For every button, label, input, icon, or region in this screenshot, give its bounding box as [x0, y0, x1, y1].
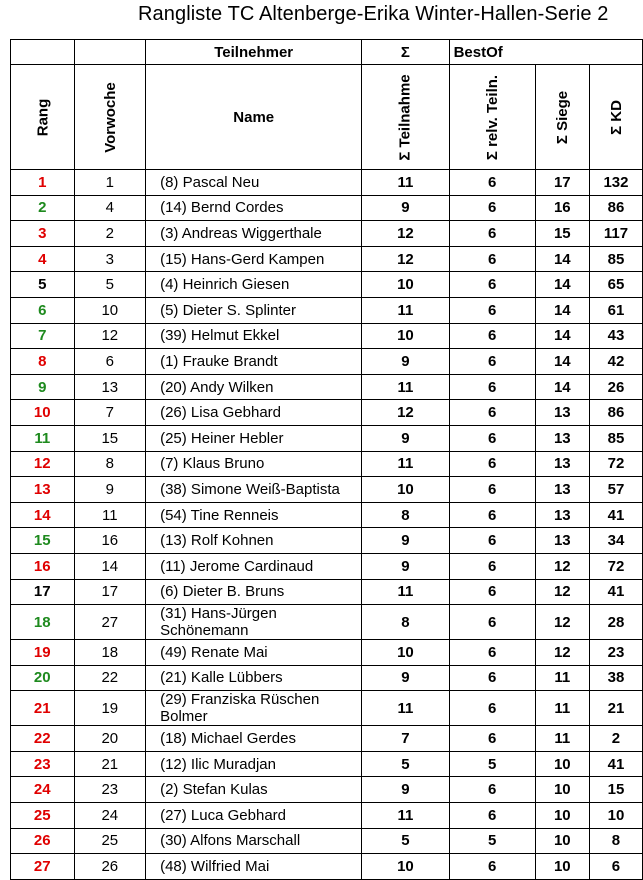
vorwoche-cell: 4	[74, 195, 146, 221]
teilnahme-cell: 11	[362, 451, 449, 477]
siege-cell: 11	[535, 665, 589, 691]
name-cell: (25) Heiner Hebler	[146, 425, 362, 451]
header-siege-label: Σ Siege	[553, 90, 571, 144]
teilnahme-cell: 10	[362, 854, 449, 880]
teilnahme-cell: 9	[362, 195, 449, 221]
kd-cell: 132	[589, 170, 642, 196]
vorwoche-cell: 1	[74, 170, 146, 196]
relv-cell: 6	[449, 297, 535, 323]
rang-cell: 15	[11, 528, 75, 554]
relv-cell: 6	[449, 502, 535, 528]
table-row	[11, 751, 643, 777]
table-row	[11, 451, 643, 477]
teilnahme-cell: 12	[362, 221, 449, 247]
header-rang	[11, 65, 75, 170]
rang-cell: 24	[11, 777, 75, 803]
siege-cell: 13	[535, 400, 589, 426]
table-row	[11, 828, 643, 854]
table-row	[11, 221, 643, 247]
name-cell: (29) Franziska Rüschen Bolmer	[146, 691, 362, 726]
teilnahme-cell: 9	[362, 349, 449, 375]
siege-cell: 12	[535, 640, 589, 666]
kd-cell: 72	[589, 451, 642, 477]
vorwoche-cell: 14	[74, 553, 146, 579]
rang-cell: 8	[11, 349, 75, 375]
page-title: Rangliste TC Altenberge-Erika Winter-Hallen-Serie 2	[138, 3, 609, 25]
kd-cell: 23	[589, 640, 642, 666]
siege-cell: 12	[535, 605, 589, 640]
rang-cell: 19	[11, 640, 75, 666]
vorwoche-cell: 2	[74, 221, 146, 247]
name-cell: (12) Ilic Muradjan	[146, 751, 362, 777]
relv-cell: 6	[449, 221, 535, 247]
siege-cell: 10	[535, 803, 589, 829]
vorwoche-cell: 20	[74, 726, 146, 752]
table-row	[11, 323, 643, 349]
vorwoche-cell: 5	[74, 272, 146, 298]
teilnahme-cell: 8	[362, 502, 449, 528]
table-row	[11, 726, 643, 752]
vorwoche-cell: 21	[74, 751, 146, 777]
siege-cell: 13	[535, 451, 589, 477]
kd-cell: 10	[589, 803, 642, 829]
siege-cell: 10	[535, 777, 589, 803]
name-cell: (3) Andreas Wiggerthale	[146, 221, 362, 247]
name-cell: (15) Hans-Gerd Kampen	[146, 246, 362, 272]
name-cell: (26) Lisa Gebhard	[146, 400, 362, 426]
siege-cell: 16	[535, 195, 589, 221]
rang-cell: 10	[11, 400, 75, 426]
rang-cell: 12	[11, 451, 75, 477]
teilnahme-cell: 7	[362, 726, 449, 752]
table-row	[11, 425, 643, 451]
vorwoche-cell: 13	[74, 374, 146, 400]
rang-cell: 1	[11, 170, 75, 196]
name-cell: (49) Renate Mai	[146, 640, 362, 666]
table-row	[11, 246, 643, 272]
teilnahme-cell: 11	[362, 297, 449, 323]
kd-cell: 117	[589, 221, 642, 247]
vorwoche-cell: 27	[74, 605, 146, 640]
name-cell: (18) Michael Gerdes	[146, 726, 362, 752]
relv-cell: 6	[449, 579, 535, 605]
siege-cell: 10	[535, 828, 589, 854]
kd-cell: 43	[589, 323, 642, 349]
rang-cell: 14	[11, 502, 75, 528]
vorwoche-cell: 22	[74, 665, 146, 691]
kd-cell: 21	[589, 691, 642, 726]
kd-cell: 41	[589, 751, 642, 777]
rang-cell: 4	[11, 246, 75, 272]
siege-cell: 14	[535, 272, 589, 298]
teilnahme-cell: 12	[362, 246, 449, 272]
rang-cell: 6	[11, 297, 75, 323]
kd-cell: 15	[589, 777, 642, 803]
relv-cell: 6	[449, 323, 535, 349]
rang-cell: 13	[11, 477, 75, 503]
vorwoche-cell: 7	[74, 400, 146, 426]
relv-cell: 5	[449, 751, 535, 777]
table-row	[11, 665, 643, 691]
teilnahme-cell: 10	[362, 640, 449, 666]
teilnahme-cell: 5	[362, 751, 449, 777]
teilnahme-cell: 9	[362, 777, 449, 803]
kd-cell: 65	[589, 272, 642, 298]
vorwoche-cell: 9	[74, 477, 146, 503]
name-cell: (30) Alfons Marschall	[146, 828, 362, 854]
teilnahme-cell: 11	[362, 170, 449, 196]
relv-cell: 6	[449, 665, 535, 691]
relv-cell: 6	[449, 691, 535, 726]
table-row	[11, 691, 643, 726]
header-siege	[535, 65, 589, 170]
kd-cell: 86	[589, 195, 642, 221]
kd-cell: 26	[589, 374, 642, 400]
siege-cell: 14	[535, 246, 589, 272]
teilnahme-cell: 11	[362, 691, 449, 726]
siege-cell: 12	[535, 553, 589, 579]
rang-cell: 27	[11, 854, 75, 880]
teilnahme-cell: 12	[362, 400, 449, 426]
relv-cell: 6	[449, 349, 535, 375]
rang-cell: 2	[11, 195, 75, 221]
rang-cell: 25	[11, 803, 75, 829]
rang-cell: 26	[11, 828, 75, 854]
vorwoche-cell: 24	[74, 803, 146, 829]
table-row	[11, 297, 643, 323]
relv-cell: 6	[449, 170, 535, 196]
siege-cell: 11	[535, 726, 589, 752]
name-cell: (7) Klaus Bruno	[146, 451, 362, 477]
teilnahme-cell: 9	[362, 665, 449, 691]
table-row	[11, 374, 643, 400]
vorwoche-cell: 19	[74, 691, 146, 726]
table-row	[11, 349, 643, 375]
siege-cell: 14	[535, 374, 589, 400]
vorwoche-cell: 23	[74, 777, 146, 803]
header-row-columns	[11, 65, 643, 170]
kd-cell: 86	[589, 400, 642, 426]
header-bestof: BestOf	[449, 40, 642, 65]
vorwoche-cell: 26	[74, 854, 146, 880]
siege-cell: 10	[535, 854, 589, 880]
header-teilnahme	[362, 65, 449, 170]
siege-cell: 13	[535, 502, 589, 528]
siege-cell: 14	[535, 349, 589, 375]
vorwoche-cell: 17	[74, 579, 146, 605]
kd-cell: 57	[589, 477, 642, 503]
relv-cell: 6	[449, 425, 535, 451]
table-row	[11, 803, 643, 829]
rang-cell: 3	[11, 221, 75, 247]
vorwoche-cell: 25	[74, 828, 146, 854]
vorwoche-cell: 8	[74, 451, 146, 477]
rang-cell: 23	[11, 751, 75, 777]
table-row	[11, 605, 643, 640]
ranking-table	[10, 39, 643, 880]
teilnahme-cell: 5	[362, 828, 449, 854]
relv-cell: 6	[449, 246, 535, 272]
table-row	[11, 170, 643, 196]
relv-cell: 5	[449, 828, 535, 854]
relv-cell: 6	[449, 640, 535, 666]
relv-cell: 6	[449, 451, 535, 477]
name-cell: (8) Pascal Neu	[146, 170, 362, 196]
name-cell: (4) Heinrich Giesen	[146, 272, 362, 298]
teilnahme-cell: 8	[362, 605, 449, 640]
vorwoche-cell: 6	[74, 349, 146, 375]
header-kd	[589, 65, 642, 170]
kd-cell: 38	[589, 665, 642, 691]
relv-cell: 6	[449, 803, 535, 829]
table-row	[11, 272, 643, 298]
rang-cell: 9	[11, 374, 75, 400]
siege-cell: 12	[535, 579, 589, 605]
relv-cell: 6	[449, 528, 535, 554]
relv-cell: 6	[449, 400, 535, 426]
kd-cell: 8	[589, 828, 642, 854]
name-cell: (27) Luca Gebhard	[146, 803, 362, 829]
rang-cell: 17	[11, 579, 75, 605]
header-empty-cell	[74, 40, 146, 65]
kd-cell: 2	[589, 726, 642, 752]
teilnahme-cell: 11	[362, 803, 449, 829]
rang-cell: 7	[11, 323, 75, 349]
vorwoche-cell: 3	[74, 246, 146, 272]
vorwoche-cell: 16	[74, 528, 146, 554]
kd-cell: 85	[589, 425, 642, 451]
relv-cell: 6	[449, 374, 535, 400]
rang-cell: 5	[11, 272, 75, 298]
vorwoche-cell: 10	[74, 297, 146, 323]
siege-cell: 10	[535, 751, 589, 777]
siege-cell: 13	[535, 477, 589, 503]
teilnahme-cell: 9	[362, 425, 449, 451]
vorwoche-cell: 11	[74, 502, 146, 528]
name-cell: (6) Dieter B. Bruns	[146, 579, 362, 605]
siege-cell: 14	[535, 323, 589, 349]
name-cell: (11) Jerome Cardinaud	[146, 553, 362, 579]
header-row-group	[11, 40, 643, 65]
teilnahme-cell: 11	[362, 579, 449, 605]
name-cell: (13) Rolf Kohnen	[146, 528, 362, 554]
table-row	[11, 640, 643, 666]
relv-cell: 6	[449, 854, 535, 880]
relv-cell: 6	[449, 272, 535, 298]
relv-cell: 6	[449, 726, 535, 752]
table-row	[11, 553, 643, 579]
relv-cell: 6	[449, 477, 535, 503]
name-cell: (20) Andy Wilken	[146, 374, 362, 400]
name-cell: (1) Frauke Brandt	[146, 349, 362, 375]
header-kd-label: Σ KD	[607, 99, 625, 135]
kd-cell: 42	[589, 349, 642, 375]
kd-cell: 41	[589, 502, 642, 528]
relv-cell: 6	[449, 777, 535, 803]
table-row	[11, 528, 643, 554]
relv-cell: 6	[449, 553, 535, 579]
rang-cell: 22	[11, 726, 75, 752]
name-cell: (54) Tine Renneis	[146, 502, 362, 528]
rang-cell: 16	[11, 553, 75, 579]
name-cell: (48) Wilfried Mai	[146, 854, 362, 880]
table-row	[11, 777, 643, 803]
table-row	[11, 502, 643, 528]
kd-cell: 61	[589, 297, 642, 323]
kd-cell: 28	[589, 605, 642, 640]
relv-cell: 6	[449, 195, 535, 221]
header-name: Name	[146, 65, 362, 170]
siege-cell: 17	[535, 170, 589, 196]
header-teilnahme-label: Σ Teilnahme	[396, 73, 414, 161]
kd-cell: 6	[589, 854, 642, 880]
header-vorwoche-label: Vorwoche	[101, 81, 119, 153]
teilnahme-cell: 9	[362, 528, 449, 554]
name-cell: (21) Kalle Lübbers	[146, 665, 362, 691]
rang-cell: 21	[11, 691, 75, 726]
kd-cell: 41	[589, 579, 642, 605]
vorwoche-cell: 18	[74, 640, 146, 666]
table-row	[11, 195, 643, 221]
rang-cell: 20	[11, 665, 75, 691]
kd-cell: 72	[589, 553, 642, 579]
header-rang-label: Rang	[33, 98, 51, 136]
kd-cell: 34	[589, 528, 642, 554]
name-cell: (31) Hans-Jürgen Schönemann	[146, 605, 362, 640]
vorwoche-cell: 15	[74, 425, 146, 451]
name-cell: (5) Dieter S. Splinter	[146, 297, 362, 323]
header-vorwoche	[74, 65, 146, 170]
teilnahme-cell: 10	[362, 477, 449, 503]
siege-cell: 13	[535, 425, 589, 451]
rang-cell: 11	[11, 425, 75, 451]
name-cell: (38) Simone Weiß-Baptista	[146, 477, 362, 503]
teilnahme-cell: 10	[362, 272, 449, 298]
teilnahme-cell: 11	[362, 374, 449, 400]
rang-cell: 18	[11, 605, 75, 640]
table-row	[11, 477, 643, 503]
header-empty-cell	[11, 40, 75, 65]
teilnahme-cell: 10	[362, 323, 449, 349]
header-relv	[449, 65, 535, 170]
name-cell: (14) Bernd Cordes	[146, 195, 362, 221]
table-row	[11, 854, 643, 880]
table-row	[11, 400, 643, 426]
teilnahme-cell: 9	[362, 553, 449, 579]
name-cell: (39) Helmut Ekkel	[146, 323, 362, 349]
siege-cell: 15	[535, 221, 589, 247]
siege-cell: 13	[535, 528, 589, 554]
siege-cell: 14	[535, 297, 589, 323]
relv-cell: 6	[449, 605, 535, 640]
kd-cell: 85	[589, 246, 642, 272]
vorwoche-cell: 12	[74, 323, 146, 349]
name-cell: (2) Stefan Kulas	[146, 777, 362, 803]
header-relv-label: Σ relv. Teiln.	[483, 74, 501, 160]
header-teilnehmer: Teilnehmer	[146, 40, 362, 65]
header-sigma: Σ	[362, 40, 449, 65]
table-row	[11, 579, 643, 605]
siege-cell: 11	[535, 691, 589, 726]
